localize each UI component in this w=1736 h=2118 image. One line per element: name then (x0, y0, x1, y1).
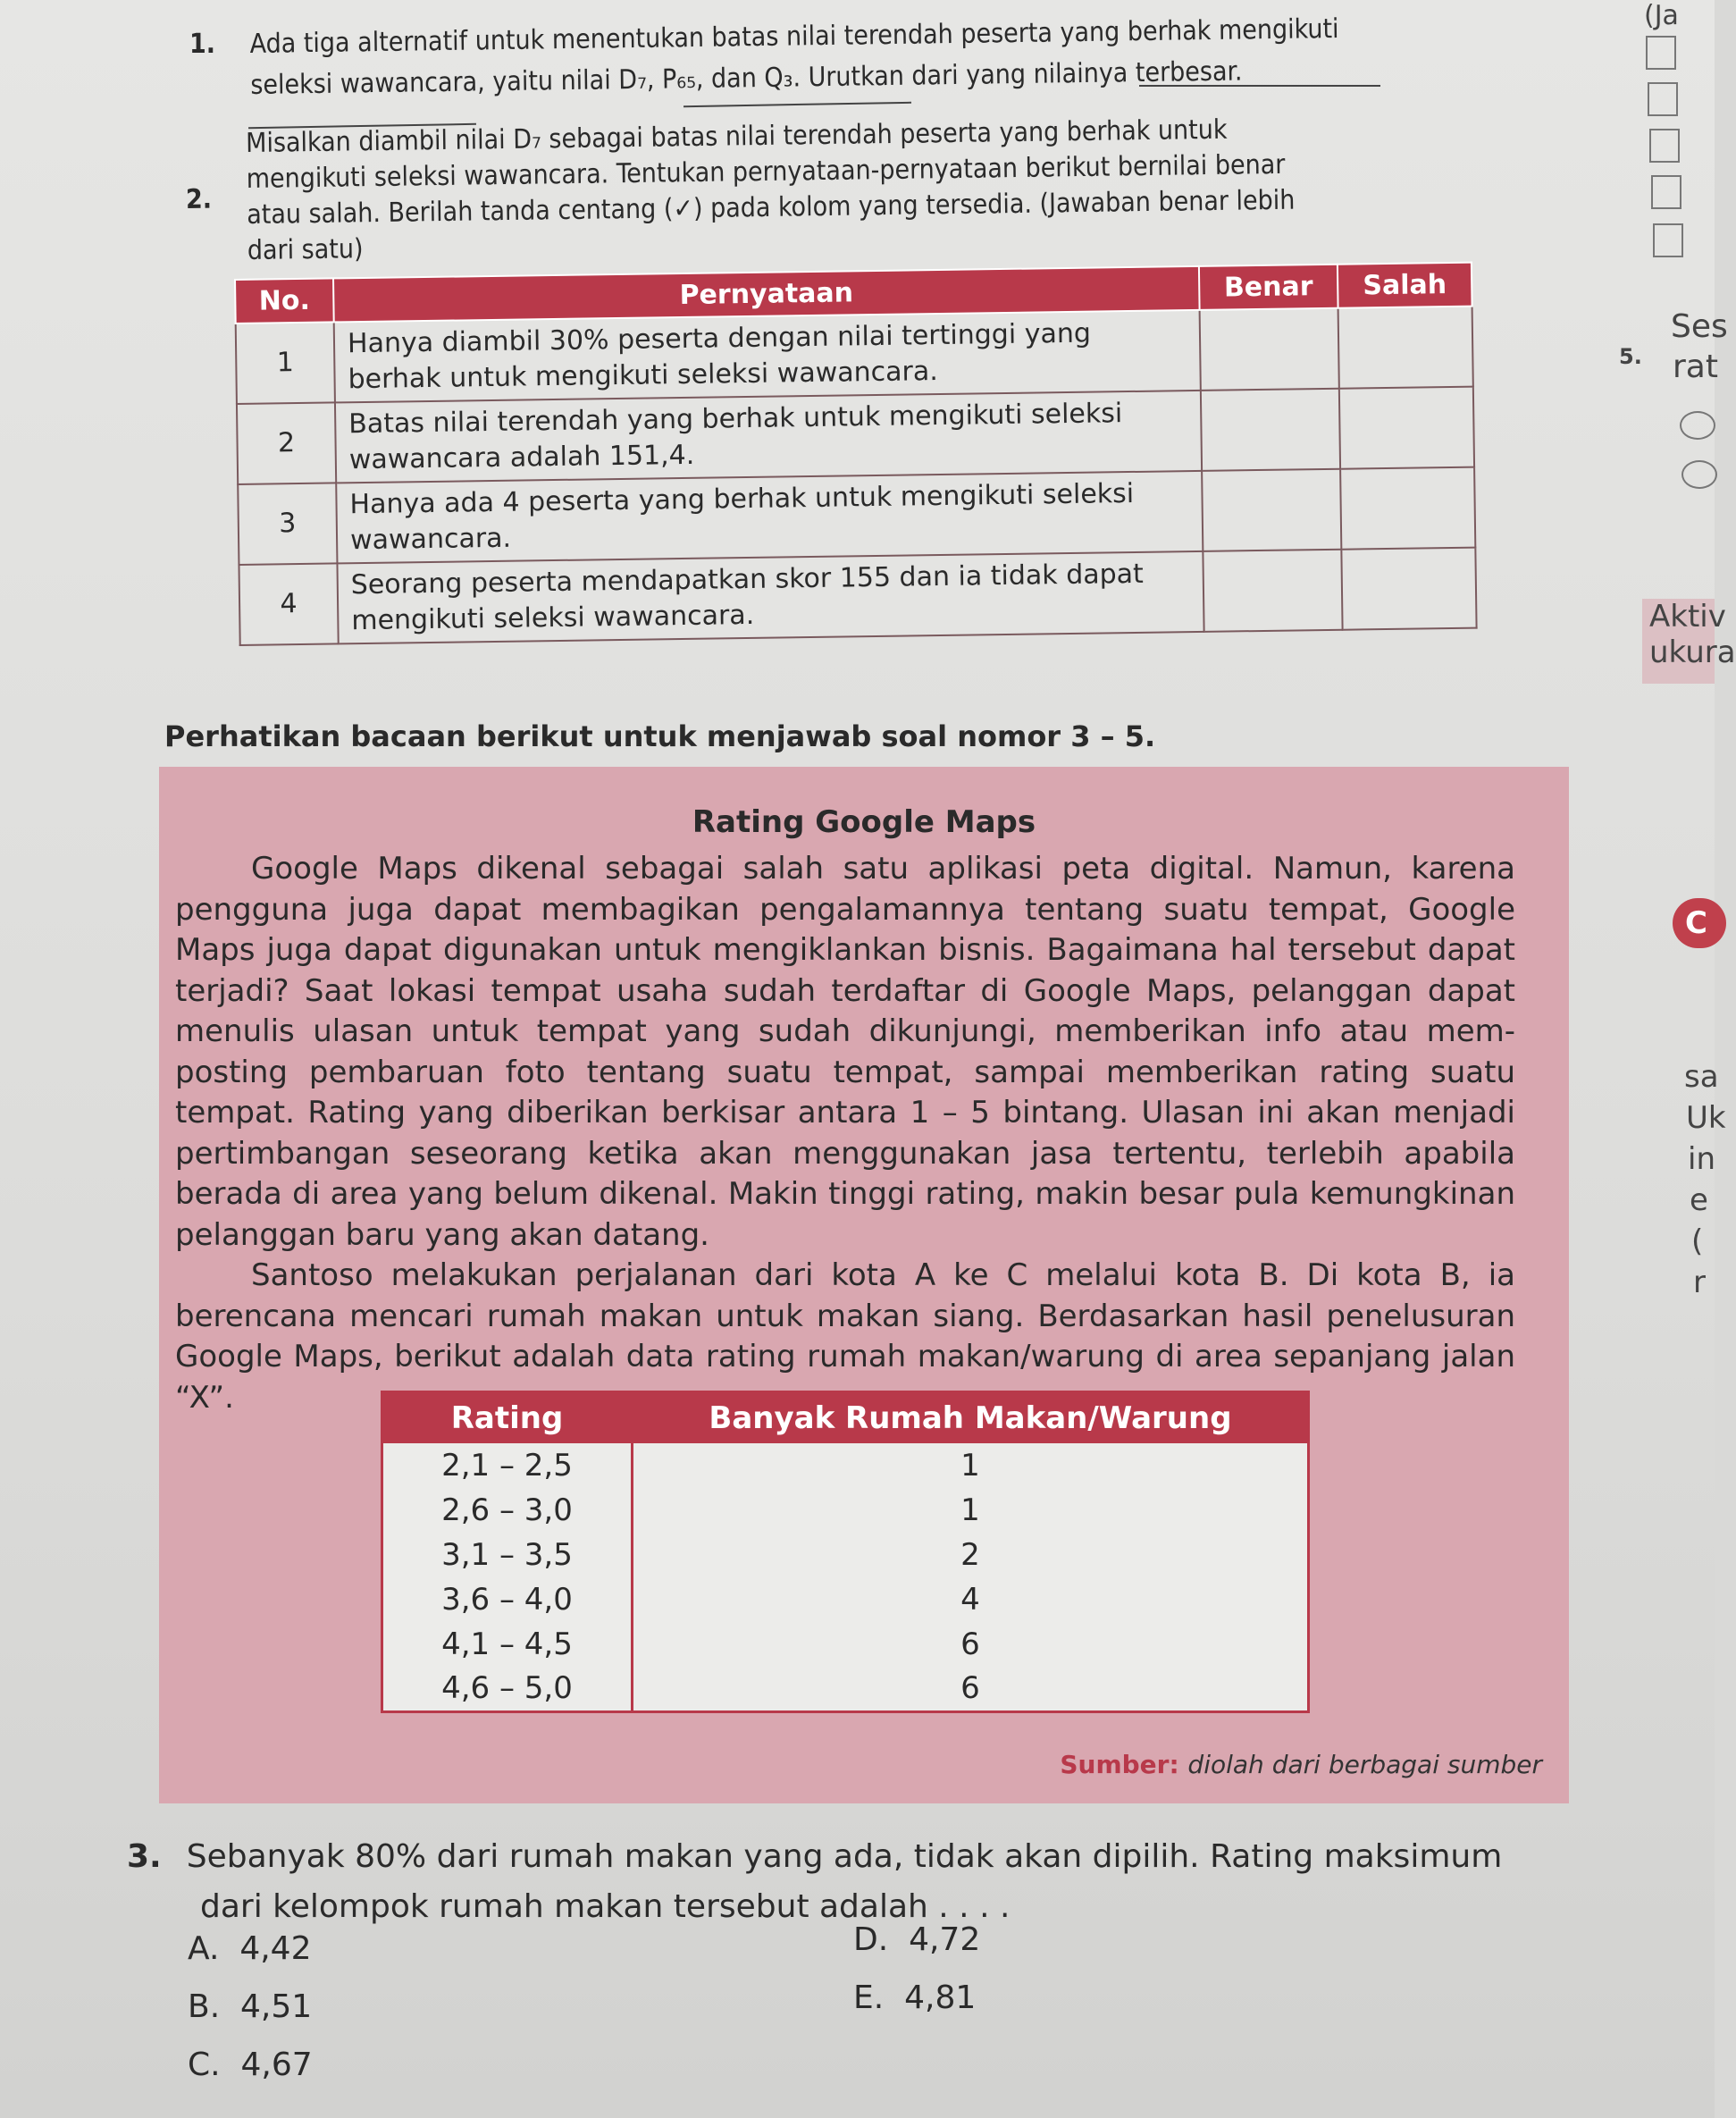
checkbox-icon[interactable] (1649, 129, 1680, 163)
answer-option[interactable] (853, 1921, 980, 1958)
instruction-text: Perhatikan bacaan berikut untuk menjawab soal nomor 3 – 5. (164, 719, 1156, 753)
row-no: 1 (236, 322, 335, 404)
true-checkbox[interactable] (1200, 308, 1339, 391)
answer-option[interactable] (853, 1979, 976, 2016)
right-page-text: rat (1673, 349, 1718, 385)
answer-line (1139, 85, 1380, 87)
count-value: 4 (632, 1577, 1308, 1622)
q3-line2: dari kelompok rumah makan tersebut adalah . . . . (200, 1888, 1011, 1925)
false-checkbox[interactable] (1341, 548, 1476, 630)
table-row (239, 548, 1476, 645)
row-statement: Batas nilai terendah yang berhak untuk mengikuti seleksi wawancara adalah 151,4. (335, 391, 1202, 483)
rating-range: 3,6 – 4,0 (382, 1577, 633, 1622)
q2-line3: atau salah. Berilah tanda centang (✓) pada kolom yang tersedia. (Jawaban benar lebih (247, 184, 1296, 231)
q2-line1: Misalkan diambil nilai D₇ sebagai batas nilai terendah peserta yang berhak untuk (245, 113, 1228, 160)
right-page-text: ( (1691, 1223, 1704, 1259)
checkbox-icon[interactable] (1648, 82, 1678, 116)
rating-range: 4,1 – 4,5 (382, 1622, 633, 1667)
rating-range: 2,1 – 2,5 (382, 1443, 633, 1488)
header-count: Banyak Rumah Makan/Warung (632, 1392, 1308, 1444)
question-1 (189, 13, 1458, 104)
checkbox-icon[interactable] (1651, 175, 1681, 209)
option-value: 4,51 (240, 1988, 313, 2025)
answer-option[interactable] (188, 1988, 312, 2025)
reading-title: Rating Google Maps (692, 804, 1036, 840)
right-page-text: Ses (1671, 308, 1728, 345)
table-row (382, 1443, 1309, 1488)
answer-option[interactable] (188, 1930, 311, 1967)
count-value: 1 (632, 1488, 1308, 1533)
count-value: 1 (632, 1443, 1308, 1488)
false-checkbox[interactable] (1338, 307, 1473, 389)
header-true: Benar (1199, 265, 1338, 310)
q3-line1: Sebanyak 80% dari rumah makan yang ada, tidak akan dipilih. Rating maksimum (186, 1838, 1503, 1875)
q5-number: 5. (1619, 344, 1642, 369)
checkbox-icon[interactable] (1653, 223, 1683, 257)
radio-icon[interactable] (1680, 411, 1715, 440)
right-page-text: ukura (1649, 635, 1736, 670)
checkbox-icon[interactable] (1646, 36, 1676, 70)
false-checkbox[interactable] (1339, 387, 1474, 469)
right-page-text: e (1690, 1182, 1708, 1218)
right-page-text: Uk (1686, 1100, 1726, 1136)
option-letter: E. (853, 1979, 885, 2016)
option-letter: B. (188, 1988, 221, 2025)
header-false: Salah (1338, 263, 1472, 308)
option-letter: D. (853, 1921, 889, 1958)
reading-box (159, 767, 1569, 1803)
row-statement: Hanya diambil 30% peserta dengan nilai tertinggi yang berhak untuk mengikuti seleksi wawancara. (334, 310, 1201, 403)
radio-icon[interactable] (1681, 460, 1717, 489)
q1-line2: seleksi wawancara, yaitu nilai D₇, P₆₅, dan Q₃. Urutkan dari yang nilainya terbesar. (250, 55, 1243, 101)
row-no: 2 (237, 402, 336, 484)
true-checkbox[interactable] (1203, 550, 1342, 632)
option-value: 4,72 (909, 1921, 981, 1958)
right-page-text: sa (1684, 1059, 1719, 1095)
row-no: 4 (239, 563, 338, 645)
option-value: 4,42 (239, 1930, 312, 1967)
section-badge: C (1673, 898, 1726, 948)
statement-table (234, 262, 1478, 646)
right-page-text: r (1693, 1265, 1706, 1300)
activity-box (1642, 599, 1736, 684)
question-3 (127, 1832, 1502, 1932)
header-rating: Rating (382, 1392, 633, 1444)
right-page-text: (Ja (1644, 0, 1679, 31)
table-row (382, 1533, 1309, 1577)
true-checkbox[interactable] (1201, 389, 1340, 471)
reading-body (175, 849, 1515, 1418)
rating-range: 2,6 – 3,0 (382, 1488, 633, 1533)
row-statement: Hanya ada 4 peserta yang berhak untuk mengikuti seleksi wawancara. (336, 471, 1203, 564)
count-value: 6 (632, 1667, 1308, 1711)
rating-range: 3,1 – 3,5 (382, 1533, 633, 1577)
paragraph-2: Santoso melakukan perjalanan dari kota A ke C melalui kota B. Di kota B, ia berencana mencari rumah makan untuk makan siang. Berdasarkan hasil penelusuran Google Maps, berikut adalah data rating rumah makan/warung di area sepanjang jalan “X”. (175, 1257, 1515, 1416)
question-number: 3. (127, 1838, 162, 1875)
table-row (382, 1577, 1309, 1622)
row-no: 3 (238, 483, 337, 565)
false-checkbox[interactable] (1340, 467, 1475, 550)
count-value: 2 (632, 1533, 1308, 1577)
source-note (1060, 1750, 1542, 1779)
question-text (249, 10, 1458, 104)
row-statement: Seorang peserta mendapatkan skor 155 dan ia tidak dapat mengikuti seleksi wawancara. (337, 551, 1203, 644)
option-value: 4,81 (904, 1979, 977, 2016)
count-value: 6 (632, 1622, 1308, 1667)
rating-table (381, 1391, 1310, 1713)
table-row (382, 1488, 1309, 1533)
true-checkbox[interactable] (1202, 469, 1341, 551)
rating-range: 4,6 – 5,0 (382, 1667, 633, 1711)
option-letter: A. (188, 1930, 220, 1967)
answer-option[interactable] (188, 2047, 313, 2083)
right-page-text: in (1688, 1141, 1715, 1177)
question-number: 1. (189, 29, 216, 60)
option-letter: C. (188, 2047, 221, 2083)
source-label: Sumber: (1060, 1750, 1179, 1779)
option-value: 4,67 (240, 2047, 313, 2083)
right-page-text: Aktiv (1649, 599, 1726, 635)
header-no: No. (235, 278, 334, 324)
paragraph-1: Google Maps dikenal sebagai salah satu aplikasi peta digital. Namun, karena pengguna juga dapat membagikan pengalamannya tentang suatu tempat, Google Maps juga dapat digunakan untuk mengiklankan bisnis. Bagaimana hal tersebut dapat terjadi? Saat lokasi tempat usaha sudah terdaftar di Google Maps, pelanggan dapat menulis ulasan untuk tempat yang sudah dikunjungi, memberikan info atau mem-posting pembaruan foto tentang suatu tempat, sampai memberikan rating suatu tempat. Rating yang diberikan berkisar antara 1 – 5 bintang. Ulasan ini akan menjadi pertimbangan seseorang ketika akan menggunakan jasa tertentu, terlebih apabila berada di area yang belum dikenal. Makin tinggi rating, makin besar pula kemungkinan pelanggan baru yang akan datang. (175, 851, 1515, 1253)
table-row (382, 1667, 1309, 1711)
q2-line2: mengikuti seleksi wawancara. Tentukan pernyataan-pernyataan berikut bernilai benar (246, 148, 1286, 196)
header-statement: Pernyataan (333, 266, 1200, 323)
q1-line1: Ada tiga alternatif untuk menentukan batas nilai terendah peserta yang berhak mengikuti (249, 13, 1339, 61)
q2-line4: dari satu) (247, 233, 364, 267)
question-number: 2. (185, 183, 213, 215)
source-text: diolah dari berbagai sumber (1187, 1750, 1542, 1779)
table-row (382, 1622, 1309, 1667)
question-2 (185, 113, 1455, 270)
